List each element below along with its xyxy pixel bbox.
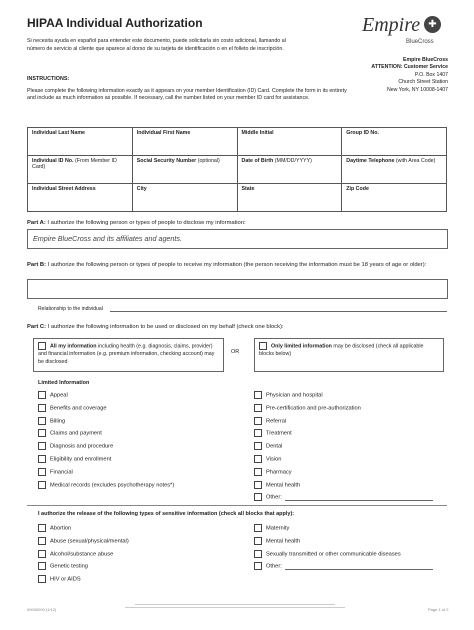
checkbox-item[interactable] xyxy=(38,524,71,532)
address-name: Empire BlueCross xyxy=(403,57,448,63)
checkbox-label: Claims and payment xyxy=(50,430,102,437)
checkbox-label: HIV or AIDS xyxy=(50,576,81,583)
checkbox-label: Vision xyxy=(266,456,282,463)
checkbox-item[interactable] xyxy=(254,404,361,412)
checkbox[interactable] xyxy=(38,537,46,545)
zip-field[interactable]: Zip Code xyxy=(342,184,447,212)
phone-field[interactable]: Daytime Telephone (with Area Code) xyxy=(342,156,447,184)
checkbox-item[interactable] xyxy=(254,524,289,532)
checkbox-item[interactable] xyxy=(38,537,129,545)
checkbox-item[interactable] xyxy=(38,404,107,412)
sensitive-heading: I authorize the release of the following types of sensitive information (check all blocks that apply): xyxy=(38,511,295,517)
address-station: Church Street Station xyxy=(398,79,448,86)
checkbox-label: Treatment xyxy=(266,430,292,437)
checkbox-label: Medical records (excludes psychotherapy notes*) xyxy=(50,482,175,489)
checkbox-label: Physician and hospital xyxy=(266,392,323,399)
checkbox-label: Sexually transmitted or other communicable diseases xyxy=(266,551,401,558)
instructions-text: Please complete the following information exactly as it appears on your member Identification (ID) Card. Complete the form in its entirety and include as much information as possible. If necessary, call the number listed on your member ID card for assistance. xyxy=(27,88,347,102)
checkbox-item[interactable] xyxy=(38,481,174,489)
checkbox-label: Benefits and coverage xyxy=(50,405,107,412)
checkbox-item[interactable] xyxy=(254,537,300,545)
checkbox-item[interactable] xyxy=(38,575,81,583)
middle-initial-field[interactable]: Middle Initial xyxy=(237,128,342,156)
checkbox-item[interactable] xyxy=(38,442,113,450)
checkbox-item[interactable] xyxy=(38,429,102,437)
checkbox-label: Pharmacy xyxy=(266,469,292,476)
street-field[interactable]: Individual Street Address xyxy=(28,184,133,212)
part-b-prompt: Part B: I authorize the following person or types of people to receive my information (the person receiving the information must be 18 years of age or older): xyxy=(27,262,427,268)
part-a-value: Empire BlueCross and its affiliates and agents. xyxy=(33,234,183,243)
ssn-field[interactable]: Social Security Number (optional) xyxy=(132,156,237,184)
instructions-heading: INSTRUCTIONS: xyxy=(27,76,70,82)
checkbox-label: Mental health xyxy=(266,482,301,489)
checkbox-item[interactable] xyxy=(254,429,292,437)
all-info-option[interactable]: All my information including health (e.g. diagnosis, claims, provider) and financial information (e.g. premium information, checking account) may be disclosed xyxy=(33,338,224,372)
limited-heading: Limited Information xyxy=(38,380,90,386)
checkbox-item[interactable] xyxy=(38,391,68,399)
checkbox-label: Financial xyxy=(50,469,73,476)
first-name-field[interactable]: Individual First Name xyxy=(132,128,237,156)
checkbox[interactable] xyxy=(254,524,262,532)
checkbox-label: Other: xyxy=(266,494,282,501)
checkbox-item[interactable] xyxy=(254,417,286,425)
form-title: HIPAA Individual Authorization xyxy=(27,16,203,30)
checkbox[interactable] xyxy=(254,493,262,501)
spanish-notice: Si necesita ayuda en español para entender este documento, puede solicitarla sin costo adicional, llamando al número de servicio al cliente que aparece al dorso de su tarjeta de identificación o en el folleto de inscripción. xyxy=(27,38,286,53)
checkbox[interactable] xyxy=(254,550,262,558)
member-info-table xyxy=(27,127,447,212)
checkbox[interactable] xyxy=(38,455,46,463)
checkbox[interactable] xyxy=(254,442,262,450)
checkbox[interactable] xyxy=(254,562,262,570)
checkbox[interactable] xyxy=(38,524,46,532)
checkbox[interactable] xyxy=(38,404,46,412)
address-box: P.O. Box 1407 xyxy=(414,71,448,78)
checkbox-label: Dental xyxy=(266,443,283,450)
checkbox-item[interactable] xyxy=(38,550,113,558)
checkbox[interactable] xyxy=(254,537,262,545)
checkbox-label: Alcohol/substance abuse xyxy=(50,551,114,558)
limited-info-option[interactable]: Only limited information may be disclosed (check all applicable blocks below) xyxy=(254,338,444,372)
checkbox[interactable] xyxy=(254,455,262,463)
group-id-field[interactable]: Group ID No. xyxy=(342,128,447,156)
checkbox-label: Abuse (sexual/physical/mental) xyxy=(50,538,129,545)
page-number: Page 1 of 2 xyxy=(428,607,449,612)
checkbox[interactable] xyxy=(38,391,46,399)
empire-logo xyxy=(362,14,452,56)
checkbox-label: Diagnosis and procedure xyxy=(50,443,114,450)
checkbox-item[interactable] xyxy=(254,493,433,501)
checkbox-label: Maternity xyxy=(266,525,290,532)
checkbox[interactable] xyxy=(38,550,46,558)
part-a-prompt: Part A: I authorize the following person or types of people to disclose my information: xyxy=(27,220,246,226)
checkbox[interactable] xyxy=(254,391,262,399)
checkbox[interactable] xyxy=(38,442,46,450)
checkbox-item[interactable] xyxy=(38,468,73,476)
relationship-label: Relationship to the individual xyxy=(38,306,103,312)
checkbox-label: Mental health xyxy=(266,538,301,545)
checkbox-item[interactable] xyxy=(254,468,292,476)
checkbox-item[interactable] xyxy=(254,481,300,489)
checkbox-label: Genetic testing xyxy=(50,563,88,570)
all-info-checkbox[interactable] xyxy=(38,342,46,350)
dob-field[interactable]: Date of Birth (MM/DD/YYYY) xyxy=(237,156,342,184)
other-input[interactable] xyxy=(285,569,433,570)
part-b-input[interactable] xyxy=(27,279,448,299)
checkbox-item[interactable] xyxy=(254,455,281,463)
checkbox[interactable] xyxy=(38,417,46,425)
checkbox[interactable] xyxy=(254,404,262,412)
checkbox-item[interactable] xyxy=(38,417,65,425)
other-input[interactable] xyxy=(285,500,433,501)
logo-word: Empire xyxy=(362,14,421,36)
checkbox-item[interactable] xyxy=(254,562,433,570)
state-field[interactable]: State xyxy=(237,184,342,212)
city-field[interactable]: City xyxy=(132,184,237,212)
checkbox[interactable] xyxy=(38,468,46,476)
checkbox-label: Billing xyxy=(50,418,66,425)
checkbox[interactable] xyxy=(254,417,262,425)
checkbox-label: Pre-certification and pre-authorization xyxy=(266,405,361,412)
id-number-field[interactable]: Individual ID No. (From Member ID Card) xyxy=(28,156,133,184)
checkbox-label: Other: xyxy=(266,563,282,570)
checkbox-label: Referral xyxy=(266,418,287,425)
address-attention: ATTENTION: Customer Service xyxy=(371,64,448,71)
checkbox[interactable] xyxy=(38,429,46,437)
checkbox-item[interactable] xyxy=(38,455,111,463)
checkbox-label: Eligibility and enrollment xyxy=(50,456,112,463)
checkbox[interactable] xyxy=(254,429,262,437)
checkbox[interactable] xyxy=(254,468,262,476)
or-label: OR xyxy=(231,349,240,355)
checkbox-label: Abortion xyxy=(50,525,72,532)
part-c-prompt: Part C: I authorize the following information to be used or disclosed on my behalf (check one block): xyxy=(27,324,284,330)
checkbox[interactable] xyxy=(254,481,262,489)
checkbox[interactable] xyxy=(38,481,46,489)
logo-subtitle: BlueCross xyxy=(406,39,434,45)
checkbox[interactable] xyxy=(38,575,46,583)
section-divider xyxy=(27,505,447,506)
relationship-input[interactable] xyxy=(110,311,447,312)
checkbox-item[interactable] xyxy=(254,550,401,558)
cross-icon: ✚ xyxy=(424,16,441,33)
footer-fineprint xyxy=(125,604,345,608)
form-number: 00000000 (1/12) xyxy=(27,607,57,612)
checkbox-item[interactable] xyxy=(254,442,282,450)
checkbox[interactable] xyxy=(38,562,46,570)
limited-info-checkbox[interactable] xyxy=(259,342,267,350)
checkbox-item[interactable] xyxy=(254,391,323,399)
last-name-field[interactable]: Individual Last Name xyxy=(28,128,133,156)
checkbox-item[interactable] xyxy=(38,562,88,570)
checkbox-label: Appeal xyxy=(50,392,68,399)
address-city: New York, NY 10008-1407 xyxy=(386,86,448,93)
